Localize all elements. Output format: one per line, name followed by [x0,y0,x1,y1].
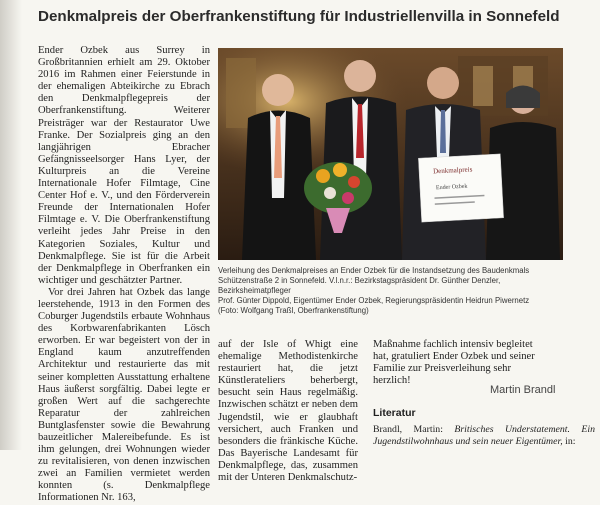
literature-heading: Literatur [373,407,416,419]
photo-caption [218,266,566,316]
paragraph: auf der Isle of Whigt eine ehemalige Methodistenkirche restauriert hat, die jetzt Künstlerateliers beherbergt, besucht sein Haus regelmäßig. Inzwischen schätzt er neben dem Jugendstil, wie er glaubhaft versichert, auch Franken und besonders die fränkische Küche. Das Bayerische Landesamt für Denkmalpflege, das, zusammen mit der Unteren Denkmalschutz- [218,339,359,484]
author-signature: Martin Brandl [490,384,556,396]
literature-author: Brandl, Martin: [373,424,455,435]
literature-title: Britisches Understatement. Ein Jugendstilwohnhaus und sein neuer Eigentümer, [373,424,595,447]
column-1 [38,45,210,504]
paragraph: Vor drei Jahren hat Ozbek das lange leerstehende, 1913 in den Formen des Coburger Jugendstils erbaute Wohnhaus des Korbwarenfabrikanten Lösch erworben. Er war begeistert von der in England kaum anzutreffenden Architektur und restaurierte das mit seiner kompletten Ausstattung erhaltene Haus äußerst sorgfältig. Dabei legte er großen Wert auf die sachgerechte Reparatur der zahlreichen Buntglasfenster sowie die Bewahrung bauzeitlicher Malereibefunde. Es ist ihm gelungen, drei Wohnungen wieder zu revitalisieren, von denen inzwischen zwei an Familien vermietet werden konnten (s. Denkmalpflege Informationen Nr. 163, [38,286,210,504]
caption-line: Schützenstraße 2 in Sonnefeld. V.l.n.r.: Bezirkstagspräsident Dr. Günther Denzler, Bezirksheimatpfleger [218,276,501,295]
column-2 [218,339,359,484]
article-headline: Denkmalpreis der Oberfrankenstiftung für Industriellenvilla in Sonnefeld [38,8,560,25]
page-curl-shadow [0,0,22,450]
paragraph: Ender Ozbek aus Surrey in Großbritannien erhielt am 29. Oktober 2016 im Rahmen einer Feierstunde in der ehemaligen Abteikirche zu Ebrach den Denkmalpflegepreis der Oberfrankenstiftung. Weiterer Preisträger war der Restaurator Uwe Franke. Der Sozialpreis ging an den langjährigen Ebracher Gefängnisseelsorger Hans Lyer, der Kulturpreis an die Vereine Internationale Hofer Filmtage, Cine Center Hof e. V., und den Förderverein Freunde der Internationalen Hofer Filmtage e. V. Die Oberfrankenstiftung verleiht jedes Jahr Preise in den Kategorien Soziales, Kultur und Denkmalpflege. Sie ist für die Arbeit der Denkmalpflege in Oberfranken ein wichtiger und geschätzter Partner. [38,45,210,286]
certificate-name: Ender Ozbek [435,183,468,192]
award-certificate [418,154,503,222]
caption-line: (Foto: Wolfgang Traßl, Oberfrankenstiftung) [218,306,369,315]
paragraph: Maßnahme fachlich intensiv begleitet hat, gratuliert Ender Ozbek und seiner Familie zur Preisverleihung sehr herzlich! [373,339,535,387]
award-photo [218,48,563,260]
caption-line: Verleihung des Denkmalpreises an Ender Ozbek für die Instandsetzung des Baudenkmals [218,266,530,275]
certificate-heading: Denkmalpreis [432,165,473,176]
literature-rest: in: [562,436,576,447]
caption-line: Prof. Günter Dippold, Eigentümer Ender Ozbek, Regierungspräsidentin Heidrun Piwernetz [218,296,530,305]
literature-entry [373,424,595,448]
